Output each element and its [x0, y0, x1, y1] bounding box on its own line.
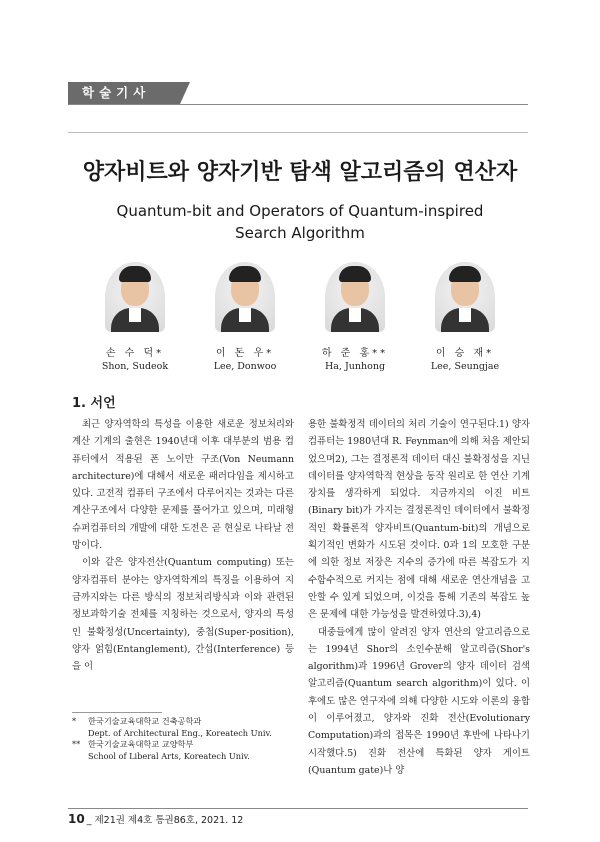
section-heading: 1. 서언 [72, 396, 116, 411]
footnote-affiliation-english: Dept. of Architectural Eng., Koreatech Univ. [88, 727, 272, 738]
paragraph: 이와 같은 양자전산(Quantum computing) 또는 양자컴퓨터 분야는 양자역학계의 특징을 이용하여 지금까지와는 다른 방식의 정보처리방식과 이와 관련된 정보과학기술 전체를 지칭하는 것으로서, 양자의 특성인 불확정성(Uncertainty), 중첩(Super-position), 양자 얽힘(Entanglement), 간섭(Interference) 등을 이 [72, 557, 294, 673]
author-2 [200, 262, 290, 372]
footnote-mark: * [72, 716, 77, 726]
footnotes [72, 716, 302, 762]
body-column-left [72, 416, 294, 675]
author-photo [435, 262, 495, 332]
author-name-korean: 하 준 홍** [321, 348, 389, 359]
footnote-rule [72, 712, 162, 713]
author-name-korean: 손 수 덕* [105, 348, 165, 359]
page-footer [68, 812, 243, 826]
author-4 [420, 262, 510, 372]
footnote-affiliation-korean: 한국기술교육대학교 교양학부 [88, 739, 194, 749]
article-title-korean: 양자비트와 양자기반 탐색 알고리즘의 연산자 [82, 160, 518, 185]
author-name-english: Lee, Seungjae [430, 361, 500, 372]
author-1 [90, 262, 180, 372]
footer-rule [68, 808, 528, 809]
section-tab: 학술기사 [68, 82, 180, 104]
author-name-korean: 이 돈 우* [215, 348, 275, 359]
paragraph: 최근 양자역학의 특성을 이용한 새로운 정보처리와 계산 기계의 출현은 1940년대 이후 대부분의 범용 컴퓨터에서 적용된 폰 노이만 구조(Von Neumann architecture)에 대해서 새로운 패러다임을 제시하고 있다. 고전적 컴퓨터 구조에서 다루어지는 것과는 다른 계산구조에서 다양한 문제를 풀어가고 있으며, 미래형 슈퍼컴퓨터의 개발에 대한 도전은 곧 현실로 나타날 전망이다. [72, 419, 294, 552]
author-photo [325, 262, 385, 332]
title-en-line1: Quantum-bit and Operators of Quantum-inspired [116, 202, 484, 220]
article-title-english [0, 200, 600, 244]
author-photo [105, 262, 165, 332]
footnote [72, 739, 302, 762]
journal-issue: _ 제21권 제4호 통권86호, 2021. 12 [86, 815, 244, 826]
author-name-korean: 이 승 재* [435, 348, 495, 359]
body-column-right [308, 416, 530, 779]
footnote-affiliation-korean: 한국기술교육대학교 건축공학과 [88, 716, 202, 726]
paragraph: 대중들에게 많이 알려진 양자 연산의 알고리즘으로는 1994년 Shor의 소인수분해 알고리즘(Shor's algorithm)과 1996년 Grover의 양자 데이터 검색 알고리즘(Quantum search algorithm)이 있다. 이후에도 많은 연구자에 의해 다양한 시도와 이론의 융합이 이루어졌고, 양자와 진화 전산(Evolutionary Computation)과의 접목은 1990년 후반에 나타나기 시작했다.5) 진화 전산에 특화된 양자 게이트(Quantum gate)나 양 [308, 626, 530, 776]
title-en-line2: Search Algorithm [235, 224, 365, 242]
page-number: 10 [68, 812, 85, 826]
author-name-english: Shon, Sudeok [101, 361, 169, 372]
footnote-affiliation-english: School of Liberal Arts, Koreatech Univ. [88, 750, 250, 761]
author-name-english: Ha, Junhong [324, 361, 386, 372]
footnote-mark: ** [72, 739, 81, 749]
author-3 [310, 262, 400, 372]
footnote [72, 716, 302, 739]
author-name-english: Lee, Donwoo [213, 361, 277, 372]
header-rule [68, 104, 528, 105]
author-list [90, 262, 510, 372]
divider-rule [68, 132, 528, 133]
author-photo [215, 262, 275, 332]
paragraph: 용한 불확정적 데이터의 처리 기술이 연구된다.1) 양자컴퓨터는 1980년대 R. Feynman에 의해 처음 제안되었으며2), 그는 결정론적 데이터 대신 불확정성을 지닌 데이터를 양자역학적 현상을 동작 원리로 한 연산 기계 장치를 생각하게 되었다. 지금까지의 이진 비트(Binary bit)가 가지는 결정론적인 데이터에서 불확정적인 확률론적 양자비트(Quantum-bit)의 개념으로 획기적인 변화가 시도된 것이다. 0과 1의 모호한 구분에 의한 정보 저장은 지수의 증가에 따른 복잡도가 지수함수적으로 커지는 점에 대해 새로운 연산개념을 고안할 수 있게 되었으며, 이것을 통해 기존의 복잡도 높은 문제에 대한 가능성을 발견하였다.3),4) [308, 419, 530, 621]
